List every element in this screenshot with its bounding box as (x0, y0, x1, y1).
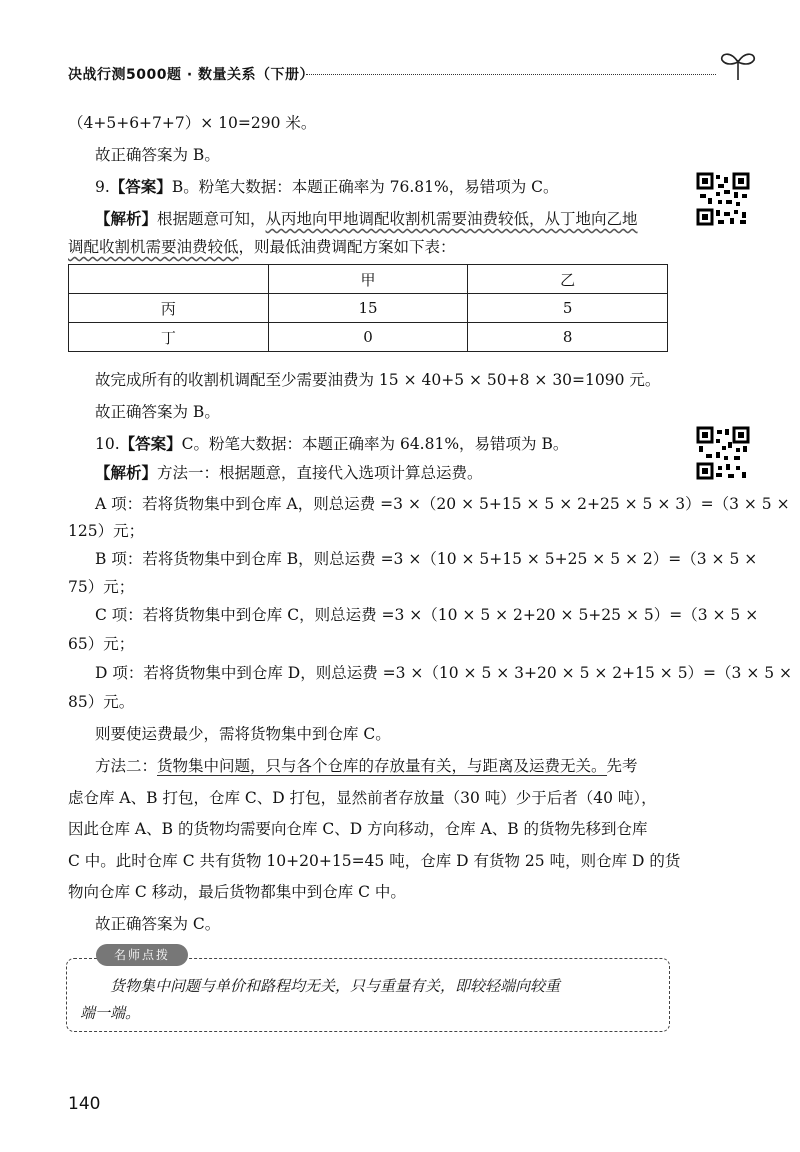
table-cell: 8 (468, 323, 668, 352)
method-label: 方法二： (95, 757, 158, 775)
text-line: 物向仓库 C 移动，最后货物都集中到仓库 C 中。 (68, 883, 406, 901)
question-9-answer (95, 177, 559, 197)
text-line: 故正确答案为 B。 (95, 146, 220, 164)
tips-text-line: 货物集中问题与单价和路程均无关，只与重量有关，即较轻端向较重 (110, 977, 561, 995)
option-b-line: B 项：若将货物集中到仓库 B，则总运费 =3 ×（10 × 5+15 × 5+25 × 5 × 2）=（3 × 5 × (95, 550, 758, 568)
allocation-table (68, 264, 668, 352)
tips-text-line: 端一端。 (80, 1004, 141, 1022)
table-cell: 甲 (268, 265, 468, 294)
table-row (69, 294, 668, 323)
text-line: 虑仓库 A、B 打包，仓库 C、D 打包，显然前者存放量（30 吨）少于后者（40 吨）， (68, 789, 657, 807)
analysis-text: 方法一：根据题意，直接代入选项计算总运费。 (157, 464, 483, 482)
page-number: 140 (68, 1094, 101, 1114)
option-d-line: D 项：若将货物集中到仓库 D，则总运费 =3 ×（10 × 5 × 3+20 × 5 × 2+15 × 5）=（3 × 5 × (95, 664, 793, 682)
analysis-tag: 【解析】 (95, 209, 158, 228)
analysis-underlined: 调配收割机需要油费较低 (68, 238, 239, 256)
text-line: 故正确答案为 C。 (95, 915, 221, 933)
table-cell: 15 (268, 294, 468, 323)
option-c-line: C 项：若将货物集中到仓库 C，则总运费 =3 ×（10 × 5 × 2+20 × 5+25 × 5）=（3 × 5 × (95, 606, 759, 624)
tips-label: 名师点拨 (96, 944, 188, 966)
text-line: 故正确答案为 B。 (95, 403, 220, 421)
question-10-analysis (95, 463, 483, 483)
analysis-tag: 【解析】 (95, 463, 158, 482)
header-dotted-rule (306, 74, 716, 75)
method-text: 先考 (606, 757, 638, 775)
answer-text: B。粉笔大数据：本题正确率为 76.81%，易错项为 C。 (171, 178, 559, 196)
text-line: 因此仓库 A、B 的货物均需要向仓库 C、D 方向移动，仓库 A、B 的货物先移到仓库 (68, 820, 648, 838)
table-cell: 乙 (468, 265, 668, 294)
method-key-point: 货物集中问题，只与各个仓库的存放量有关，与距离及运费无关。 (157, 757, 607, 775)
table-cell: 5 (468, 294, 668, 323)
analysis-underlined: 从丙地向甲地调配收割机需要油费较低，从丁地向乙地 (265, 210, 638, 228)
text-line: （4+5+6+7+7）× 10=290 米。 (68, 114, 317, 132)
answer-text: C。粉笔大数据：本题正确率为 64.81%，易错项为 B。 (181, 435, 569, 453)
running-header (68, 62, 748, 88)
question-number: 10. (95, 435, 120, 453)
table-row (69, 323, 668, 352)
analysis-text: 根据题意可知， (157, 210, 266, 228)
question-number: 9. (95, 178, 110, 196)
answer-tag: 【答案】 (109, 177, 172, 196)
question-9-analysis-cont (68, 237, 456, 257)
analysis-text: ，则最低油费调配方案如下表： (238, 238, 456, 256)
qr-code[interactable] (696, 172, 750, 226)
sprout-icon (718, 46, 758, 82)
option-d-line: 85）元。 (68, 693, 135, 711)
qr-code-icon (696, 172, 750, 226)
option-b-line: 75）元； (68, 578, 135, 596)
option-c-line: 65）元； (68, 635, 135, 653)
qr-code[interactable] (696, 426, 750, 480)
table-cell: 0 (268, 323, 468, 352)
text-line: 则要使运费最少，需将货物集中到仓库 C。 (95, 725, 391, 743)
option-a-line: 125）元； (68, 522, 145, 540)
text-line: C 中。此时仓库 C 共有货物 10+20+15=45 吨，仓库 D 有货物 25 吨，则仓库 D 的货 (68, 852, 681, 870)
table-header-row (69, 265, 668, 294)
qr-code-icon (696, 426, 750, 480)
answer-tag: 【答案】 (119, 434, 182, 453)
table-cell: 丙 (69, 294, 269, 323)
option-a-line: A 项：若将货物集中到仓库 A，则总运费 =3 ×（20 × 5+15 × 5 × 2+25 × 5 × 3）=（3 × 5 × (95, 495, 790, 513)
question-9-analysis (95, 209, 638, 229)
method-two-line (95, 756, 638, 776)
question-10-answer (95, 434, 568, 454)
book-title: 决战行测5000题 · 数量关系（下册） (68, 67, 315, 83)
text-line: 故完成所有的收割机调配至少需要油费为 15 × 40+5 × 50+8 × 30=1090 元。 (95, 371, 661, 389)
table-cell (69, 265, 269, 294)
table-cell: 丁 (69, 323, 269, 352)
